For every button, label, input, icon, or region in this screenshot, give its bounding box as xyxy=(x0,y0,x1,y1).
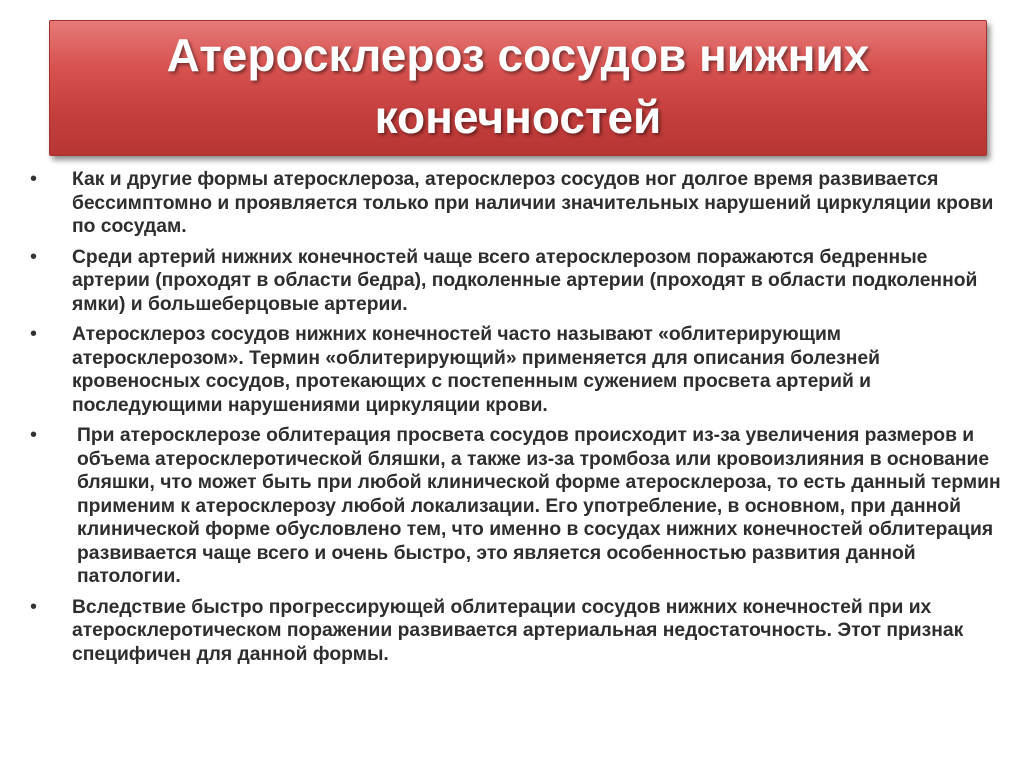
bullet-item xyxy=(30,323,1005,417)
bullet-text: Среди артерий нижних конечностей чаще всего атеросклерозом поражаются бедренные артерии (проходят в области бедра), подколенные артерии (проходят в области подколенной ямки) и большеберцовые артерии. xyxy=(72,246,978,315)
bullet-marker: • xyxy=(30,323,38,345)
bullet-item xyxy=(30,424,1005,589)
bullet-item xyxy=(30,246,1005,317)
bullet-text: Атеросклероз сосудов нижних конечностей часто называют «облитерирующим атеросклерозом». Термин «облитерирующий» применяется для описания болезней кровеносных сосудов, протекающих с постепенным сужением просвета артерий и последующими нарушениями циркуляции крови. xyxy=(72,324,880,416)
bullet-list xyxy=(30,168,1005,673)
bullet-marker: • xyxy=(30,245,38,268)
slide-title: Атеросклероз сосудов нижних конечностей xyxy=(166,29,870,143)
bullet-text: Вследствие быстро прогрессирующей облитерации сосудов нижних конечностей при их атеросклеротическом поражении развивается артериальная недостаточность. Этот признак специфичен для данной формы. xyxy=(72,596,964,665)
bullet-item xyxy=(30,596,1005,667)
bullet-marker: • xyxy=(30,424,38,446)
bullet-item xyxy=(30,168,1005,239)
bullet-text: Как и другие формы атеросклероза, атеросклероз сосудов ног долгое время развивается бессимптомно и проявляется только при наличии значительных нарушений циркуляции крови по сосудам. xyxy=(72,169,994,237)
title-banner xyxy=(49,20,987,156)
bullet-marker: • xyxy=(30,168,38,190)
bullet-text: При атеросклерозе облитерация просвета сосудов происходит из-за увеличения размеров и объема атеросклеротической бляшки, а также из-за тромбоза или кровоизлияния в основание бляшки, что может быть при любой клинической форме атеросклероза, то есть данный термин применим к атеросклерозу любой локализации. Его употребление, в основном, при данной клинической форме обусловлено тем, что именно в сосудах нижних конечностей облитерация развивается чаще всего и очень быстро, это является особенностью развития данной патологии. xyxy=(77,425,1001,587)
bullet-marker: • xyxy=(30,595,38,618)
